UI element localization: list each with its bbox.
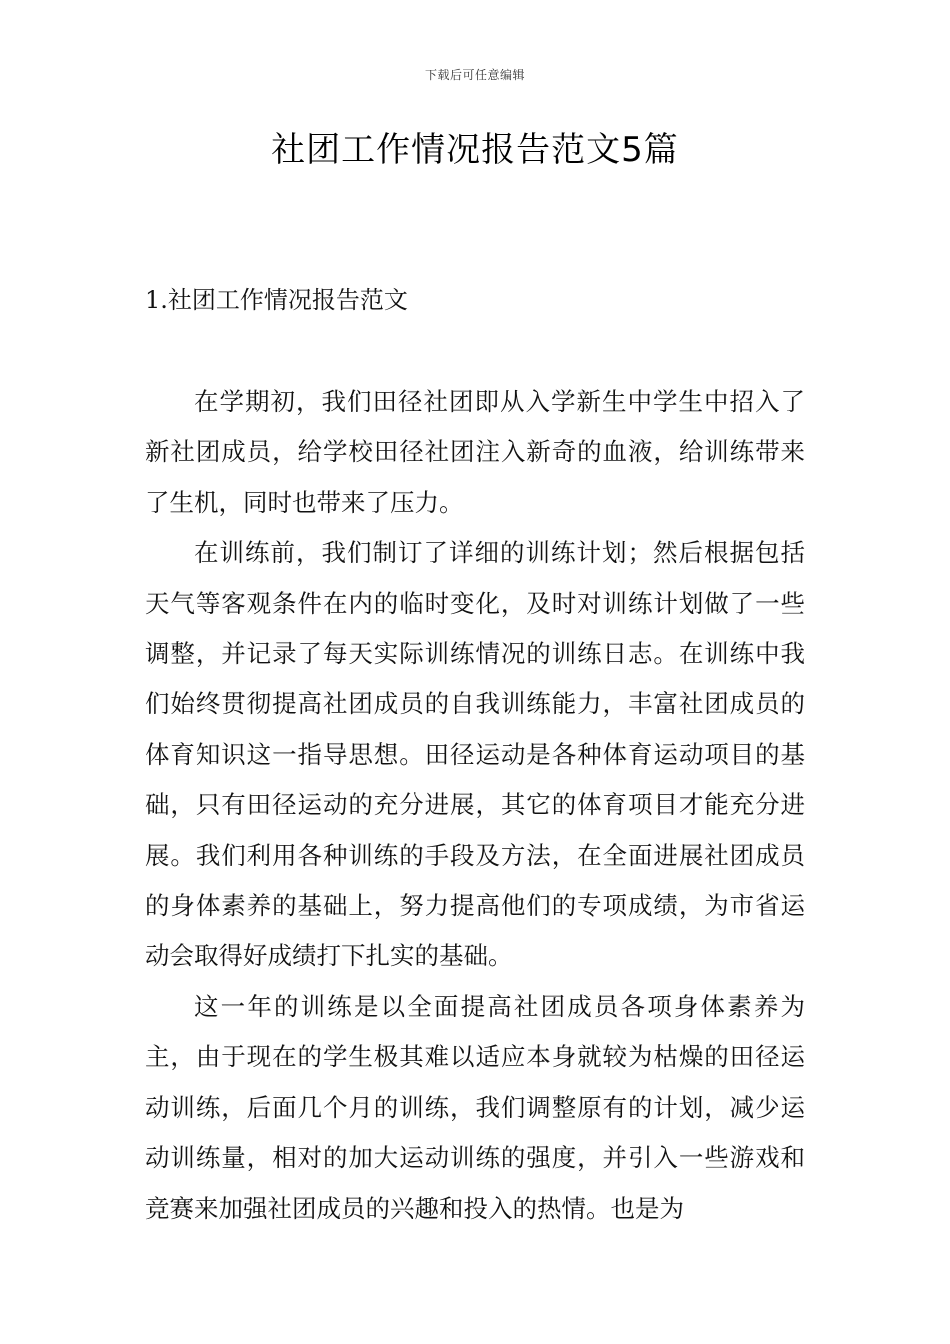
section-heading: 1.社团工作情况报告范文 — [145, 286, 408, 314]
header-note: 下载后可任意编辑 — [424, 68, 525, 82]
document-title: 社团工作情况报告范文5篇 — [271, 130, 679, 170]
paragraph: 在训练前，我们制订了详细的训练计划；然后根据包括天气等客观条件在内的临时变化，及时对训练计划做了一些调整，并记录了每天实际训练情况的训练日志。在训练中我们始终贯彻提高社团成员的自我训练能力，丰富社团成员的体育知识这一指导思想。田径运动是各种体育运动项目的基础，只有田径运动的充分进展，其它的体育项目才能充分进展。我们利用各种训练的手段及方法，在全面进展社团成员的身体素养的基础上，努力提高他们的专项成绩，为市省运动会取得好成绩打下扎实的基础。 — [145, 538, 805, 971]
paragraph: 这一年的训练是以全面提高社团成员各项身体素养为主，由于现在的学生极其难以适应本身就较为枯燥的田径运动训练，后面几个月的训练，我们调整原有的计划，减少运动训练量，相对的加大运动训练的强度，并引入一些游戏和竞赛来加强社团成员的兴趣和投入的热情。也是为 — [145, 991, 805, 1223]
paragraph: 在学期初，我们田径社团即从入学新生中学生中招入了新社团成员，给学校田径社团注入新奇的血液，给训练带来了生机，同时也带来了压力。 — [145, 387, 805, 517]
body-text — [145, 377, 805, 1234]
